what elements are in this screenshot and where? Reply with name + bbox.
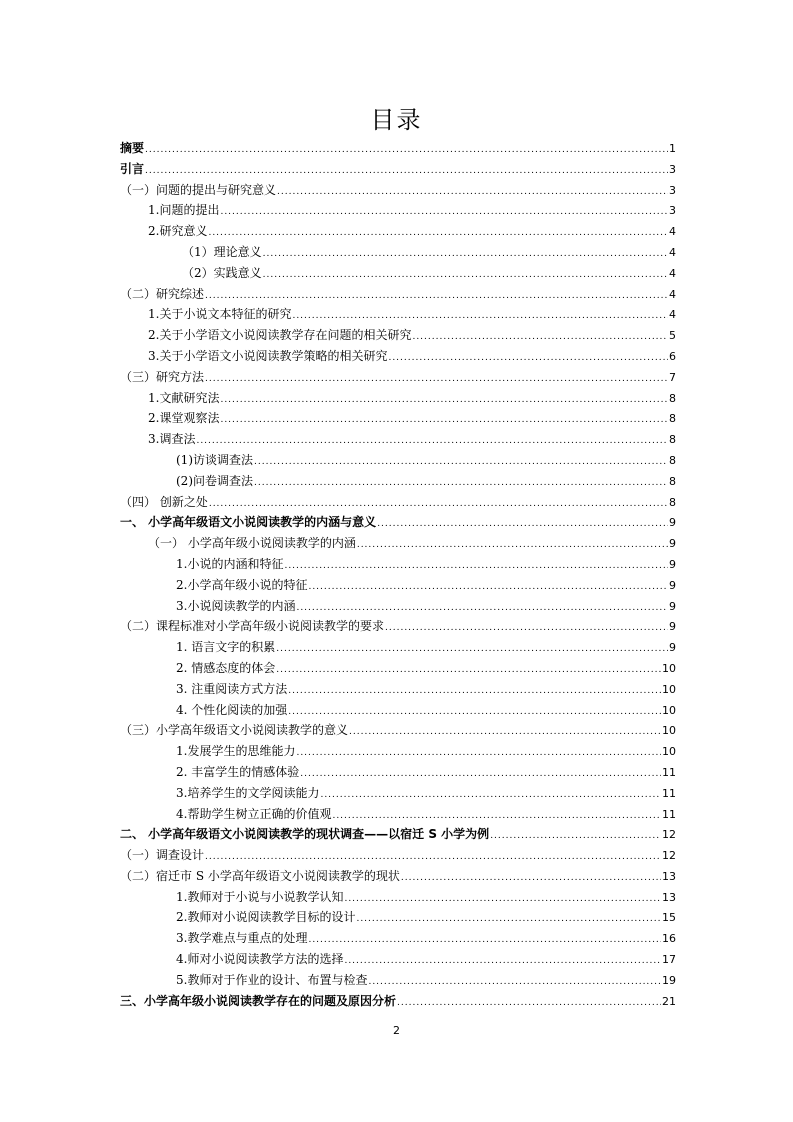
toc-entry[interactable] bbox=[120, 679, 676, 700]
toc-entry-title: （二）课程标准对小学高年级小说阅读教学的要求 bbox=[120, 619, 385, 634]
toc-leader-dots bbox=[377, 514, 668, 535]
toc-entry-page: 10 bbox=[662, 682, 676, 696]
toc-entry-title: 1.小说的内涵和特征 bbox=[176, 556, 284, 571]
toc-entry-title: （三）研究方法 bbox=[120, 369, 205, 384]
toc-entry[interactable] bbox=[120, 159, 676, 180]
toc-entry-title: 1.问题的提出 bbox=[148, 203, 220, 218]
toc-entry-page: 8 bbox=[669, 453, 676, 467]
toc-entry-title: 2.关于小学语文小说阅读教学存在问题的相关研究 bbox=[148, 328, 412, 343]
toc-entry[interactable] bbox=[120, 970, 676, 991]
toc-entry[interactable] bbox=[120, 700, 676, 721]
toc-leader-dots bbox=[368, 972, 661, 993]
toc-entry-title: 引言 bbox=[120, 161, 145, 176]
toc-entry-page: 12 bbox=[662, 849, 676, 863]
toc-entry[interactable] bbox=[120, 991, 676, 1012]
toc-leader-dots bbox=[356, 909, 661, 930]
toc-leader-dots bbox=[344, 951, 661, 972]
toc-leader-dots bbox=[254, 452, 668, 473]
toc-entry-title: （二）研究综述 bbox=[120, 286, 205, 301]
toc-entry[interactable] bbox=[120, 637, 676, 658]
toc-entry-page: 8 bbox=[669, 412, 676, 426]
toc-entry[interactable] bbox=[120, 949, 676, 970]
toc-leader-dots bbox=[320, 785, 661, 806]
toc-entry[interactable] bbox=[120, 907, 676, 928]
toc-entry-page: 9 bbox=[669, 578, 676, 592]
toc-entry-page: 21 bbox=[662, 994, 676, 1008]
toc-leader-dots bbox=[300, 764, 661, 785]
toc-leader-dots bbox=[296, 598, 668, 619]
toc-entry-title: （一） 小学高年级小说阅读教学的内涵 bbox=[148, 536, 356, 551]
toc-entry-title: （二）宿迁市 S 小学高年级语文小说阅读教学的现状 bbox=[120, 868, 400, 883]
toc-entry-title: 1.关于小说文本特征的研究 bbox=[148, 307, 292, 322]
toc-entry-page: 8 bbox=[669, 495, 676, 509]
toc-entry[interactable] bbox=[120, 221, 676, 242]
toc-entry-page: 10 bbox=[662, 703, 676, 717]
toc-entry[interactable] bbox=[120, 263, 676, 284]
toc-entry[interactable] bbox=[120, 450, 676, 471]
toc-leader-dots bbox=[205, 847, 661, 868]
toc-leader-dots bbox=[263, 265, 668, 286]
toc-entry-page: 11 bbox=[662, 807, 676, 821]
toc-entry[interactable] bbox=[120, 741, 676, 762]
toc-entry[interactable] bbox=[120, 928, 676, 949]
toc-entry-title: （1）理论意义 bbox=[182, 244, 262, 259]
toc-leader-dots bbox=[308, 930, 661, 951]
toc-leader-dots bbox=[220, 202, 668, 223]
toc-entry[interactable] bbox=[120, 492, 676, 513]
table-of-contents bbox=[120, 138, 676, 1011]
toc-entry-title: 1.教师对于小说与小说教学认知 bbox=[176, 889, 344, 904]
toc-entry-title: 一、 小学高年级语文小说阅读教学的内涵与意义 bbox=[120, 515, 377, 530]
toc-entry[interactable] bbox=[120, 887, 676, 908]
toc-entry[interactable] bbox=[120, 783, 676, 804]
toc-entry-page: 9 bbox=[669, 537, 676, 551]
toc-entry-title: 3.关于小学语文小说阅读教学策略的相关研究 bbox=[148, 348, 388, 363]
toc-entry-page: 4 bbox=[669, 308, 676, 322]
toc-entry-page: 6 bbox=[669, 349, 676, 363]
toc-entry-page: 12 bbox=[662, 828, 676, 842]
toc-entry-page: 4 bbox=[669, 266, 676, 280]
toc-entry[interactable] bbox=[120, 180, 676, 201]
toc-entry-title: (1)访谈调查法 bbox=[176, 452, 253, 467]
toc-leader-dots bbox=[385, 618, 668, 639]
page-title: 目录 bbox=[370, 106, 423, 134]
toc-leader-dots bbox=[220, 410, 668, 431]
toc-entry-page: 3 bbox=[669, 183, 676, 197]
page-number: 2 bbox=[393, 1024, 400, 1037]
toc-entry[interactable] bbox=[120, 658, 676, 679]
toc-leader-dots bbox=[292, 306, 668, 327]
toc-entry-title: 摘要 bbox=[120, 141, 145, 155]
toc-entry[interactable] bbox=[120, 762, 676, 783]
toc-entry[interactable] bbox=[120, 284, 676, 305]
toc-entry-title: 1.文献研究法 bbox=[148, 390, 220, 405]
toc-entry-page: 10 bbox=[662, 724, 676, 738]
toc-entry-title: 3.小说阅读教学的内涵 bbox=[176, 598, 296, 613]
toc-entry-page: 10 bbox=[662, 745, 676, 759]
toc-leader-dots bbox=[357, 535, 668, 556]
toc-entry-page: 17 bbox=[662, 953, 676, 967]
toc-entry[interactable] bbox=[120, 554, 676, 575]
toc-leader-dots bbox=[276, 660, 661, 681]
toc-entry-page: 9 bbox=[669, 516, 676, 530]
toc-leader-dots bbox=[349, 722, 661, 743]
toc-leader-dots bbox=[254, 473, 668, 494]
toc-entry-title: 2.研究意义 bbox=[148, 224, 208, 239]
toc-leader-dots bbox=[397, 993, 661, 1014]
toc-entry[interactable] bbox=[120, 200, 676, 221]
toc-entry-title: （一）问题的提出与研究意义 bbox=[120, 182, 277, 197]
toc-leader-dots bbox=[388, 348, 668, 369]
toc-entry[interactable] bbox=[120, 512, 676, 533]
toc-entry-title: 5.教师对于作业的设计、布置与检查 bbox=[176, 972, 368, 987]
toc-entry-title: (2)问卷调查法 bbox=[176, 473, 253, 488]
toc-entry[interactable] bbox=[120, 242, 676, 263]
toc-entry[interactable] bbox=[120, 866, 676, 887]
toc-entry[interactable] bbox=[120, 804, 676, 825]
toc-entry-title: 1. 语言文字的积累 bbox=[176, 640, 276, 655]
toc-leader-dots bbox=[296, 743, 661, 764]
toc-entry[interactable] bbox=[120, 408, 676, 429]
toc-entry-title: 3. 注重阅读方式方法 bbox=[176, 681, 288, 696]
toc-entry[interactable] bbox=[120, 304, 676, 325]
toc-entry-page: 8 bbox=[669, 474, 676, 488]
toc-entry-title: 4. 个性化阅读的加强 bbox=[176, 702, 288, 717]
toc-entry-title: 2.小学高年级小说的特征 bbox=[176, 577, 308, 592]
toc-entry-page: 1 bbox=[669, 142, 676, 155]
toc-entry-title: （2）实践意义 bbox=[182, 265, 262, 280]
toc-entry-title: 3.培养学生的文学阅读能力 bbox=[176, 785, 320, 800]
toc-leader-dots bbox=[208, 223, 668, 244]
toc-entry-page: 16 bbox=[662, 932, 676, 946]
toc-entry-title: 2.教师对小说阅读教学目标的设计 bbox=[176, 910, 356, 925]
toc-leader-dots bbox=[205, 369, 668, 390]
toc-entry-title: 2. 情感态度的体会 bbox=[176, 660, 276, 675]
toc-entry-page: 3 bbox=[669, 204, 676, 218]
toc-entry-page: 4 bbox=[669, 245, 676, 259]
toc-leader-dots bbox=[288, 681, 661, 702]
toc-entry-title: 4.师对小说阅读教学方法的选择 bbox=[176, 952, 344, 967]
toc-leader-dots bbox=[401, 868, 661, 889]
toc-entry-title: 三、小学高年级小说阅读教学存在的问题及原因分析 bbox=[120, 993, 397, 1008]
toc-entry-title: 3.调查法 bbox=[148, 432, 196, 447]
toc-entry-page: 8 bbox=[669, 391, 676, 405]
toc-entry-page: 11 bbox=[662, 786, 676, 800]
toc-entry-page: 19 bbox=[662, 973, 676, 987]
toc-entry-page: 9 bbox=[669, 599, 676, 613]
toc-entry-page: 5 bbox=[669, 329, 676, 343]
toc-entry[interactable] bbox=[120, 720, 676, 741]
toc-entry-title: 3.教学难点与重点的处理 bbox=[176, 931, 308, 946]
toc-entry-page: 3 bbox=[669, 162, 676, 176]
toc-entry-title: 二、 小学高年级语文小说阅读教学的现状调查——以宿迁 S 小学为例 bbox=[120, 827, 490, 842]
toc-entry[interactable] bbox=[120, 533, 676, 554]
toc-entry-page: 10 bbox=[662, 661, 676, 675]
toc-entry-page: 4 bbox=[669, 225, 676, 239]
toc-leader-dots bbox=[145, 140, 668, 161]
toc-entry[interactable] bbox=[120, 346, 676, 367]
toc-entry[interactable] bbox=[120, 471, 676, 492]
toc-leader-dots bbox=[490, 826, 661, 847]
toc-entry-page: 11 bbox=[662, 765, 676, 779]
toc-leader-dots bbox=[277, 182, 668, 203]
toc-leader-dots bbox=[196, 431, 668, 452]
toc-entry[interactable] bbox=[120, 388, 676, 409]
toc-entry[interactable] bbox=[120, 575, 676, 596]
toc-entry[interactable] bbox=[120, 138, 676, 159]
toc-entry-title: （一）调查设计 bbox=[120, 848, 205, 863]
toc-leader-dots bbox=[344, 889, 661, 910]
toc-entry-title: （三）小学高年级语文小说阅读教学的意义 bbox=[120, 723, 349, 738]
toc-entry[interactable] bbox=[120, 845, 676, 866]
toc-entry-page: 9 bbox=[669, 641, 676, 655]
toc-entry-page: 13 bbox=[662, 869, 676, 883]
toc-entry-page: 13 bbox=[662, 890, 676, 904]
toc-entry-page: 9 bbox=[669, 620, 676, 634]
toc-entry-page: 9 bbox=[669, 557, 676, 571]
toc-entry-page: 8 bbox=[669, 433, 676, 447]
toc-leader-dots bbox=[412, 327, 668, 348]
toc-entry-title: 4.帮助学生树立正确的价值观 bbox=[176, 806, 332, 821]
toc-entry-title: 2. 丰富学生的情感体验 bbox=[176, 764, 300, 779]
toc-leader-dots bbox=[209, 494, 668, 515]
toc-leader-dots bbox=[276, 639, 668, 660]
toc-entry-page: 15 bbox=[662, 911, 676, 925]
toc-leader-dots bbox=[288, 702, 661, 723]
toc-entry[interactable] bbox=[120, 824, 676, 845]
toc-entry[interactable] bbox=[120, 429, 676, 450]
toc-entry[interactable] bbox=[120, 596, 676, 617]
toc-leader-dots bbox=[263, 244, 668, 265]
toc-entry-title: （四） 创新之处 bbox=[120, 494, 208, 509]
toc-leader-dots bbox=[145, 161, 668, 182]
toc-leader-dots bbox=[332, 806, 661, 827]
toc-leader-dots bbox=[220, 390, 668, 411]
toc-leader-dots bbox=[284, 556, 668, 577]
toc-entry[interactable] bbox=[120, 616, 676, 637]
toc-leader-dots bbox=[205, 286, 668, 307]
toc-entry-title: 1.发展学生的思维能力 bbox=[176, 744, 296, 759]
toc-entry-page: 4 bbox=[669, 287, 676, 301]
toc-entry[interactable] bbox=[120, 325, 676, 346]
toc-entry-page: 7 bbox=[669, 370, 676, 384]
toc-entry[interactable] bbox=[120, 367, 676, 388]
toc-entry-title: 2.课堂观察法 bbox=[148, 411, 220, 426]
toc-leader-dots bbox=[308, 577, 668, 598]
